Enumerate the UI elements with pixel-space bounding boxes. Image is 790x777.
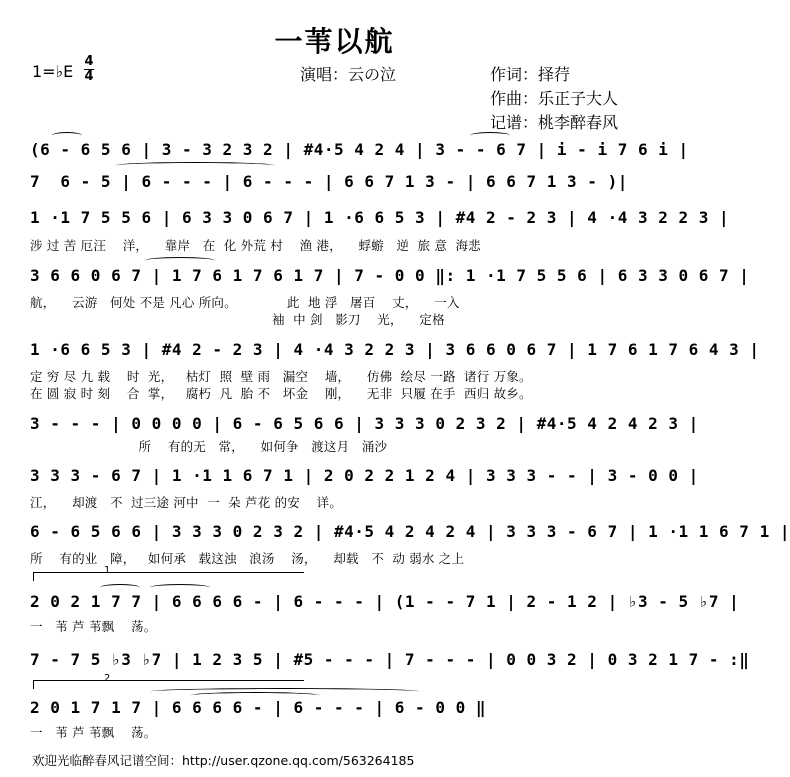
volta-1-number: 1	[104, 565, 111, 576]
score-line-10: 7 - 7 5 ♭3 ♭7 | 1 2 3 5 | #5 - - - | 7 - - - | 0 0 3 2 | 0 3 2 1 7 - :‖	[30, 650, 750, 669]
slur-mark	[100, 584, 140, 591]
time-signature	[84, 56, 94, 83]
lyric-line-9: 一 苇 芦 苇飘 荡。	[30, 619, 157, 634]
slur-mark	[470, 132, 510, 139]
lyric-line-4b: 袖 中 剑 影刀 光， 定格	[30, 312, 445, 327]
lyric-line-6: 所 有的无 常， 如何争 渡这月 涌沙	[30, 439, 388, 454]
lyric-line-4a: 航， 云游 何处 不是 凡心 所向。 此 地 浮 屠百 丈， 一入	[30, 295, 460, 310]
slur-mark	[115, 162, 275, 169]
lyric-line-3: 涉 过 苦 厄汪 洋， 靠岸 在 化 外荒 村 渔 港， 蜉蝣 逆 旅 意 海悲	[30, 238, 481, 253]
lyricist-credit: 作词：择荇	[490, 65, 571, 84]
footer-credit: 欢迎光临醉春风记谱空间：http://user.qzone.qq.com/563264185	[32, 753, 415, 768]
score-line-6: 3 - - - | 0 0 0 0 | 6 - 6 5 6 6 | 3 3 3 0 2 3 2 | #4·5 4 2 4 2 3 |	[30, 414, 699, 433]
slur-mark	[145, 257, 215, 264]
lyric-line-8: 所 有的业 障， 如何承 载这浊 浪汤 汤， 却载 不 动 弱水 之上	[30, 551, 465, 566]
score-line-9: 2 0 2 1 7 7 | 6 6 6 6 - | 6 - - - | (1 - - 7 1 | 2 - 1 2 | ♭3 - 5 ♭7 |	[30, 592, 740, 611]
slur-mark	[190, 692, 320, 699]
score-line-8: 6 - 6 5 6 6 | 3 3 3 0 2 3 2 | #4·5 4 2 4 2 4 | 3 3 3 - 6 7 | 1 ·1 1 6 7 1 |	[30, 522, 790, 541]
lyric-line-5b: 在 圆 寂 时 刻 合 掌， 腐朽 凡 胎 不 坏金 刚， 无非 只履 在手 西归 故乡。	[30, 386, 532, 401]
transcriber-credit: 记谱：桃李醉春风	[490, 113, 619, 132]
score-line-4: 3 6 6 0 6 7 | 1 7 6 1 7 6 1 7 | 7 - 0 0 ‖: 1 ·1 7 5 5 6 | 6 3 3 0 6 7 |	[30, 266, 750, 285]
singer-credit: 演唱：云の泣	[300, 65, 397, 84]
lyric-line-11: 一 苇 芦 苇飘 荡。	[30, 725, 157, 740]
score-line-2: 7 6 - 5 | 6 - - - | 6 - - - | 6 6 7 1 3 - | 6 6 7 1 3 - )|	[30, 172, 628, 191]
key-signature: 1=♭E	[32, 62, 74, 81]
score-line-1: (6 - 6 5 6 | 3 - 3 2 3 2 | #4·5 4 2 4 | 3 - - 6 7 | i - i 7 6 i |	[30, 140, 689, 159]
score-line-5: 1 ·6 6 5 3 | #4 2 - 2 3 | 4 ·4 3 2 2 3 | 3 6 6 0 6 7 | 1 7 6 1 7 6 4 3 |	[30, 340, 760, 359]
composer-credit: 作曲：乐正子大人	[490, 89, 619, 108]
score-line-11: 2 0 1 7 1 7 | 6 6 6 6 - | 6 - - - | 6 - 0 0 ‖	[30, 698, 486, 717]
time-signature-top: 4	[84, 54, 94, 69]
lyric-line-5a: 定 穷 尽 九 载 时 光， 枯灯 照 壁 雨 漏空 墙， 仿佛 绘尽 一路 诸行 万象。	[30, 369, 532, 384]
score-line-7: 3 3 3 - 6 7 | 1 ·1 1 6 7 1 | 2 0 2 2 1 2 4 | 3 3 3 - - | 3 - 0 0 |	[30, 466, 699, 485]
score-line-3: 1 ·1 7 5 5 6 | 6 3 3 0 6 7 | 1 ·6 6 5 3 | #4 2 - 2 3 | 4 ·4 3 2 2 3 |	[30, 208, 730, 227]
volta-1-bracket	[33, 572, 304, 581]
volta-2-number: 2	[104, 673, 111, 684]
time-signature-bottom: 4	[84, 69, 94, 84]
song-title: 一苇以航	[274, 25, 395, 58]
slur-mark	[52, 132, 82, 139]
lyric-line-7: 江， 却渡 不 过三途 河中 一 朵 芦花 的安 详。	[30, 495, 343, 510]
slur-mark	[150, 584, 210, 591]
